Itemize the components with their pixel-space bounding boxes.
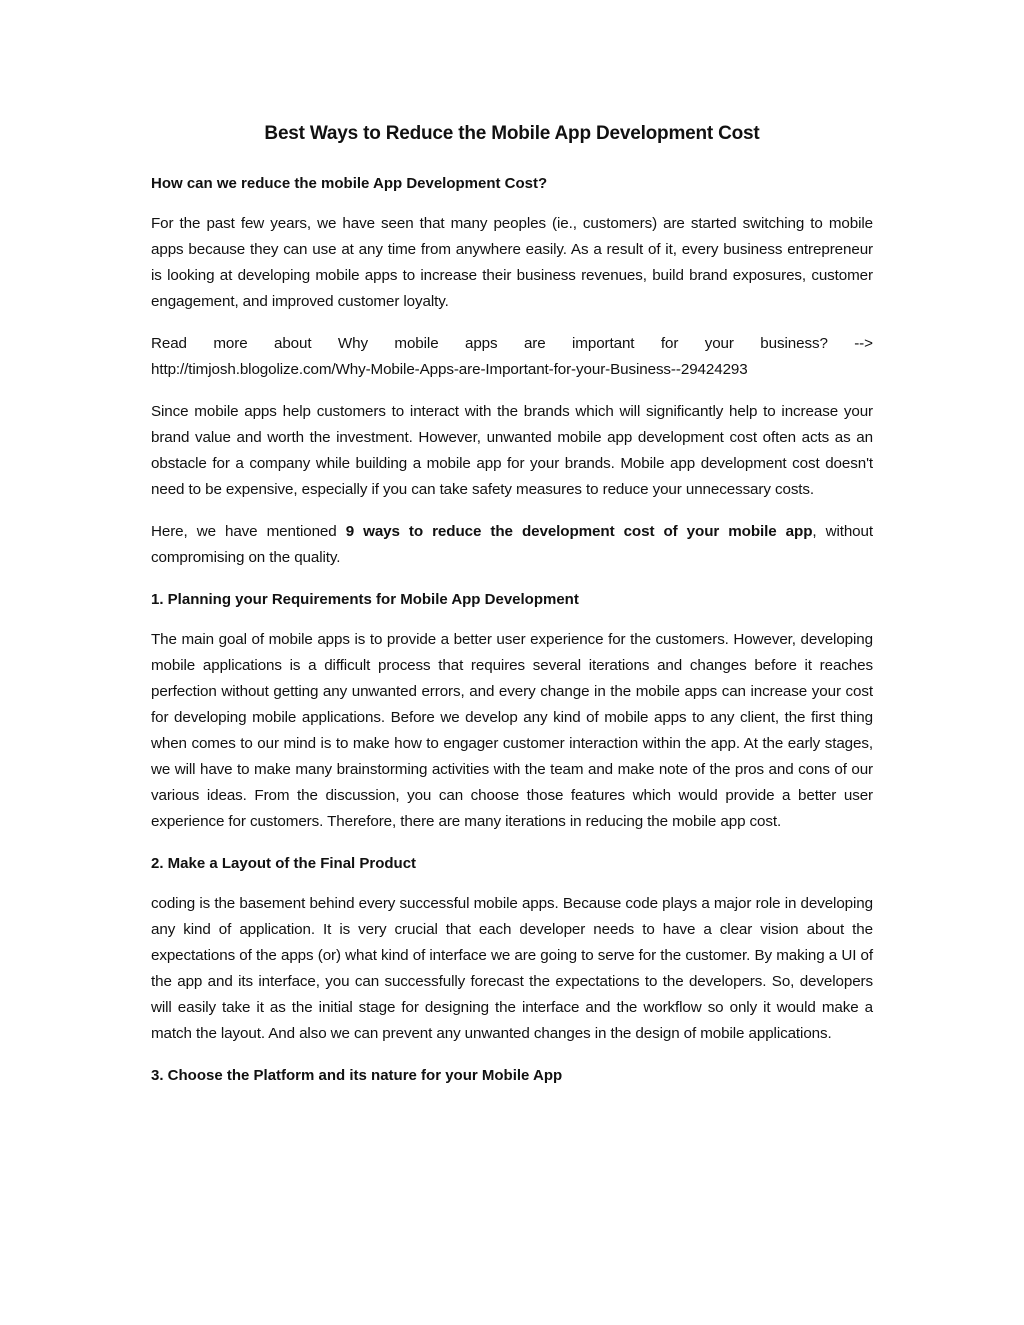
section-heading-2: 2. Make a Layout of the Final Product xyxy=(151,855,417,872)
read-more-word: business? xyxy=(760,335,828,352)
read-more-word: Read xyxy=(151,335,187,352)
mention-text-after: , without compromising on the quality. xyxy=(151,523,873,566)
read-more-word: your xyxy=(704,335,734,352)
document-subtitle: How can we reduce the mobile App Development Cost? xyxy=(151,175,548,192)
read-more-word: important xyxy=(572,335,635,352)
read-more-word: for xyxy=(660,335,679,352)
read-more-word: --> xyxy=(854,335,873,352)
section-heading-1: 1. Planning your Requirements for Mobile App Development xyxy=(151,591,579,608)
read-more-word: Why xyxy=(337,335,368,352)
read-more-word: apps xyxy=(464,335,498,352)
read-more-word: more xyxy=(213,335,248,352)
document-title: Best Ways to Reduce the Mobile App Development Cost xyxy=(264,123,760,144)
read-more-text xyxy=(151,331,873,357)
section-heading-3: 3. Choose the Platform and its nature for your Mobile App xyxy=(151,1067,563,1084)
intro-paragraph: For the past few years, we have seen that many peoples (ie., customers) are started switching to mobile apps because they can use at any time from anywhere easily. As a result of it, every business entrepreneur is looking at developing mobile apps to increase their business revenues, build brand exposures, customer engagement, and improved customer loyalty. xyxy=(151,215,873,310)
read-more-url[interactable]: http://timjosh.blogolize.com/Why-Mobile-Apps-are-Important-for-your-Business--29424293 xyxy=(151,361,748,378)
document-content xyxy=(151,120,873,1103)
section-body-1: The main goal of mobile apps is to provide a better user experience for the customers. However, developing mobile applications is a difficult process that requires several iterations and changes before it reaches perfection without getting any unwanted errors, and every change in the mobile apps can increase your cost for developing mobile applications. Before we develop any kind of mobile apps to any client, the first thing when comes to our mind is to make how to engager customer interaction within the app. At the early stages, we will have to make many brainstorming activities with the team and make note of the pros and cons of our various ideas. From the discussion, you can choose those features which would provide a better user experience for customers. Therefore, there are many iterations in reducing the mobile app cost. xyxy=(151,631,873,830)
read-more-paragraph xyxy=(151,331,873,383)
read-more-word: mobile xyxy=(394,335,439,352)
section-body-2: coding is the basement behind every successful mobile apps. Because code plays a major role in developing any kind of application. It is very crucial that each developer needs to have a clear vision about the expectations of the apps (or) what kind of interface we are going to serve for the customer. By making a UI of the app and its interface, you can successfully forecast the expectations to the developers. So, developers will easily take it as the initial stage for designing the interface and the workflow so only it would make a match the layout. And also we can prevent any unwanted changes in the design of mobile applications. xyxy=(151,895,873,1042)
second-paragraph: Since mobile apps help customers to interact with the brands which will significantly help to increase your brand value and worth the investment. However, unwanted mobile app development cost often acts as an obstacle for a company while building a mobile app for your brands. Mobile app development cost doesn't need to be expensive, especially if you can take safety measures to reduce your unnecessary costs. xyxy=(151,403,873,498)
mention-bold-text: 9 ways to reduce the development cost of your mobile app xyxy=(345,523,813,540)
read-more-word: are xyxy=(523,335,546,352)
mention-text-before: Here, we have mentioned xyxy=(151,523,346,540)
read-more-word: about xyxy=(273,335,312,352)
mention-paragraph xyxy=(151,519,873,571)
